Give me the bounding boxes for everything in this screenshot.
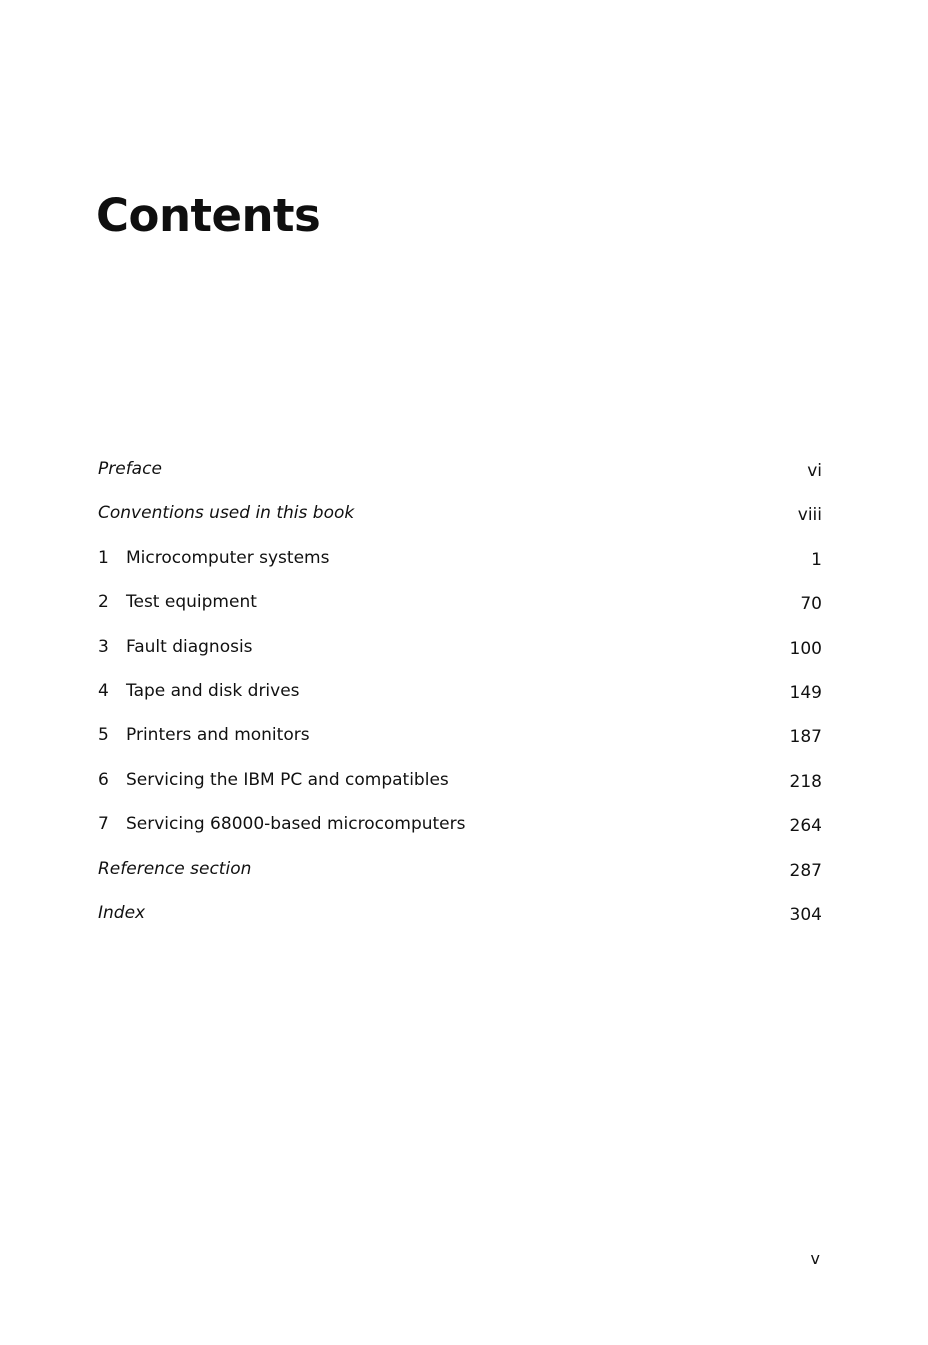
toc-entry-index[interactable] xyxy=(98,896,822,940)
toc-entry-title: Printers and monitors xyxy=(126,725,310,746)
toc-entry-page: 264 xyxy=(789,816,822,837)
toc-entry-chapter-7[interactable] xyxy=(98,807,822,851)
page-title: Contents xyxy=(96,189,321,242)
page-number: v xyxy=(810,1249,820,1268)
toc-entry-conventions[interactable] xyxy=(98,496,822,540)
toc-entry-page: vi xyxy=(807,461,822,481)
toc-entry-title: Conventions used in this book xyxy=(98,503,355,524)
toc-entry-chapter-5[interactable] xyxy=(98,718,822,762)
toc-entry-page: 304 xyxy=(789,904,822,925)
toc-entry-number: 4 xyxy=(98,680,109,701)
toc-entry-title: Servicing the IBM PC and compatibles xyxy=(126,769,449,790)
toc-entry-title: Microcomputer systems xyxy=(126,547,330,568)
toc-entry-title: Tape and disk drives xyxy=(126,680,300,701)
toc-entry-title: Fault diagnosis xyxy=(126,636,253,657)
toc-entry-number: 2 xyxy=(98,592,109,613)
toc-entry-page: 1 xyxy=(811,549,822,570)
toc-entry-page: 70 xyxy=(800,594,822,615)
toc-entry-page: viii xyxy=(797,505,822,526)
toc-entry-title: Reference section xyxy=(98,858,252,879)
toc-entry-chapter-6[interactable] xyxy=(98,763,822,807)
toc-entry-page: 149 xyxy=(789,682,822,703)
toc-entry-preface[interactable] xyxy=(98,452,822,496)
toc-entry-page: 218 xyxy=(789,771,822,792)
toc-entry-title: Test equipment xyxy=(126,592,257,613)
toc-entry-number: 3 xyxy=(98,636,109,657)
toc-entry-page: 100 xyxy=(789,638,822,659)
toc-entry-chapter-1[interactable] xyxy=(98,541,822,585)
toc-entry-title: Preface xyxy=(98,459,162,479)
toc-entry-reference-section[interactable] xyxy=(98,852,822,896)
toc-entry-page: 287 xyxy=(789,860,822,881)
toc-entry-number: 1 xyxy=(98,547,109,568)
toc-entry-chapter-2[interactable] xyxy=(98,585,822,629)
toc-entry-chapter-4[interactable] xyxy=(98,674,822,718)
toc-entry-title: Index xyxy=(98,902,146,923)
toc-entry-number: 6 xyxy=(98,769,109,790)
toc-entry-page: 187 xyxy=(789,727,822,748)
toc-entry-number: 5 xyxy=(98,725,109,746)
toc-entry-chapter-3[interactable] xyxy=(98,630,822,674)
toc-entry-title: Servicing 68000-based microcomputers xyxy=(126,814,466,835)
table-of-contents xyxy=(98,452,822,940)
toc-entry-number: 7 xyxy=(98,814,109,835)
